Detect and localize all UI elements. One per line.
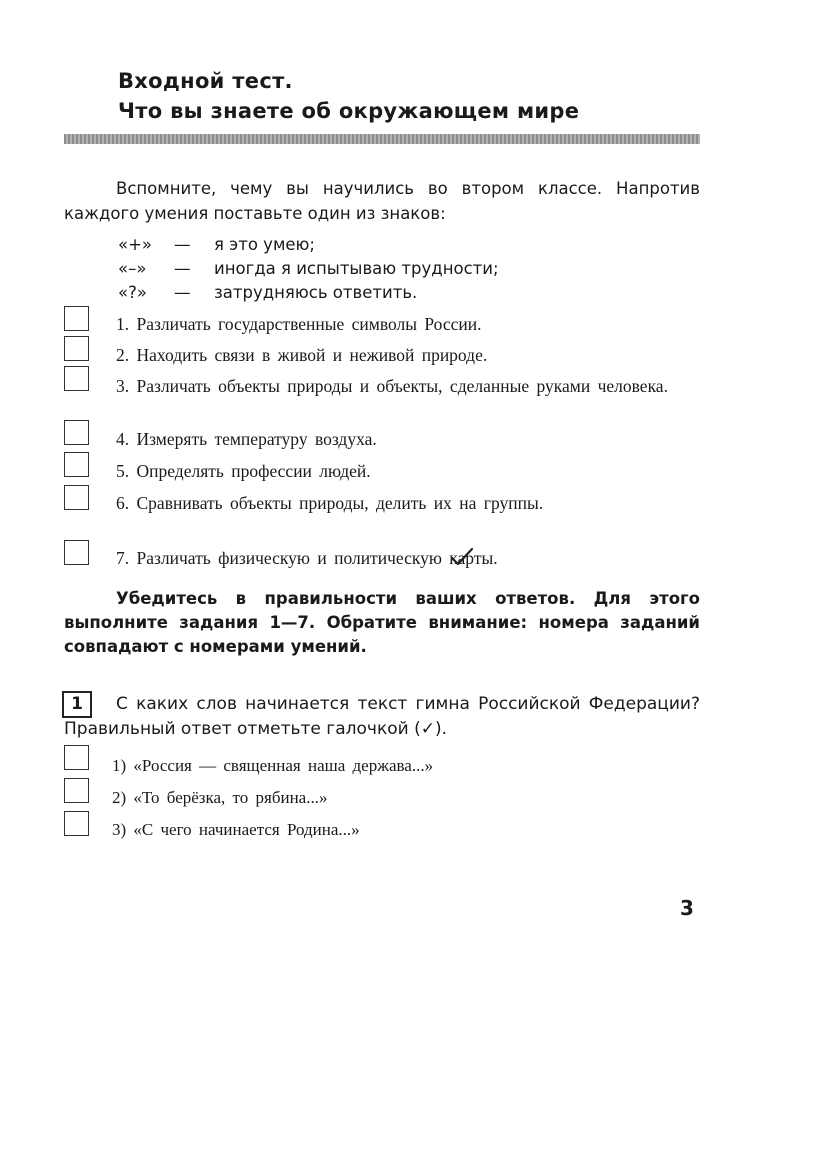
title-divider (64, 134, 700, 144)
legend-dash: — (174, 235, 191, 254)
skill-item-4: 4. Измерять температуру воздуха. (116, 429, 377, 449)
skill-item-3: 3. Различать объекты природы и объекты, сделанные руками человека. (116, 376, 668, 396)
answer-3-checkbox[interactable] (64, 811, 89, 836)
skill-item-2: 2. Находить связи в живой и неживой природе. (116, 345, 488, 365)
page-title (118, 66, 579, 126)
legend-meaning: затрудняюсь ответить. (214, 283, 418, 302)
title-line-2: Что вы знаете об окружающем мире (118, 99, 580, 123)
intro-paragraph: Вспомните, чему вы научились во втором классе. Напротив каждого умения поставьте один из знаков: (64, 179, 700, 223)
legend-dash: — (174, 283, 191, 302)
legend-symbol: «?» (118, 283, 147, 302)
answer-2-checkbox[interactable] (64, 778, 89, 803)
task-number-badge: 1 (62, 691, 92, 718)
skill-item-5: 5. Определять профессии людей. (116, 461, 371, 481)
answer-option-3: 3) «С чего начинается Родина...» (112, 820, 360, 839)
answer-option-2: 2) «То берёзка, то рябина...» (112, 788, 328, 807)
page-number: 3 (680, 896, 694, 920)
instruction-paragraph: Убедитесь в правильности ваших ответов. Для этого выполните задания 1—7. Обратите внимание: номера заданий совпадают с номерами умений. (64, 589, 700, 656)
skill-item-6: 6. Сравнивать объекты природы, делить их на группы. (116, 493, 544, 513)
skill-item-1: 1. Различать государственные символы России. (116, 314, 482, 334)
legend-symbol: «–» (118, 259, 147, 278)
title-line-1: Входной тест. (118, 69, 293, 93)
skill-item-7: 7. Различать физическую и политическую карты. (116, 548, 498, 568)
legend-row-minus (118, 256, 499, 281)
legend-symbol: «+» (118, 235, 153, 254)
legend-meaning: иногда я испытываю трудности; (214, 259, 499, 278)
answer-option-1: 1) «Россия — священная наша держава...» (112, 756, 434, 775)
check-mark-icon (449, 546, 475, 568)
legend-meaning: я это умею; (214, 235, 315, 254)
legend-dash: — (174, 259, 191, 278)
task-question: С каких слов начинается текст гимна Российской Федерации? Правильный ответ отметьте галочкой (✓). (64, 694, 700, 739)
legend-row-question (118, 280, 417, 305)
legend-row-plus (118, 232, 315, 257)
answer-1-checkbox[interactable] (64, 745, 89, 770)
